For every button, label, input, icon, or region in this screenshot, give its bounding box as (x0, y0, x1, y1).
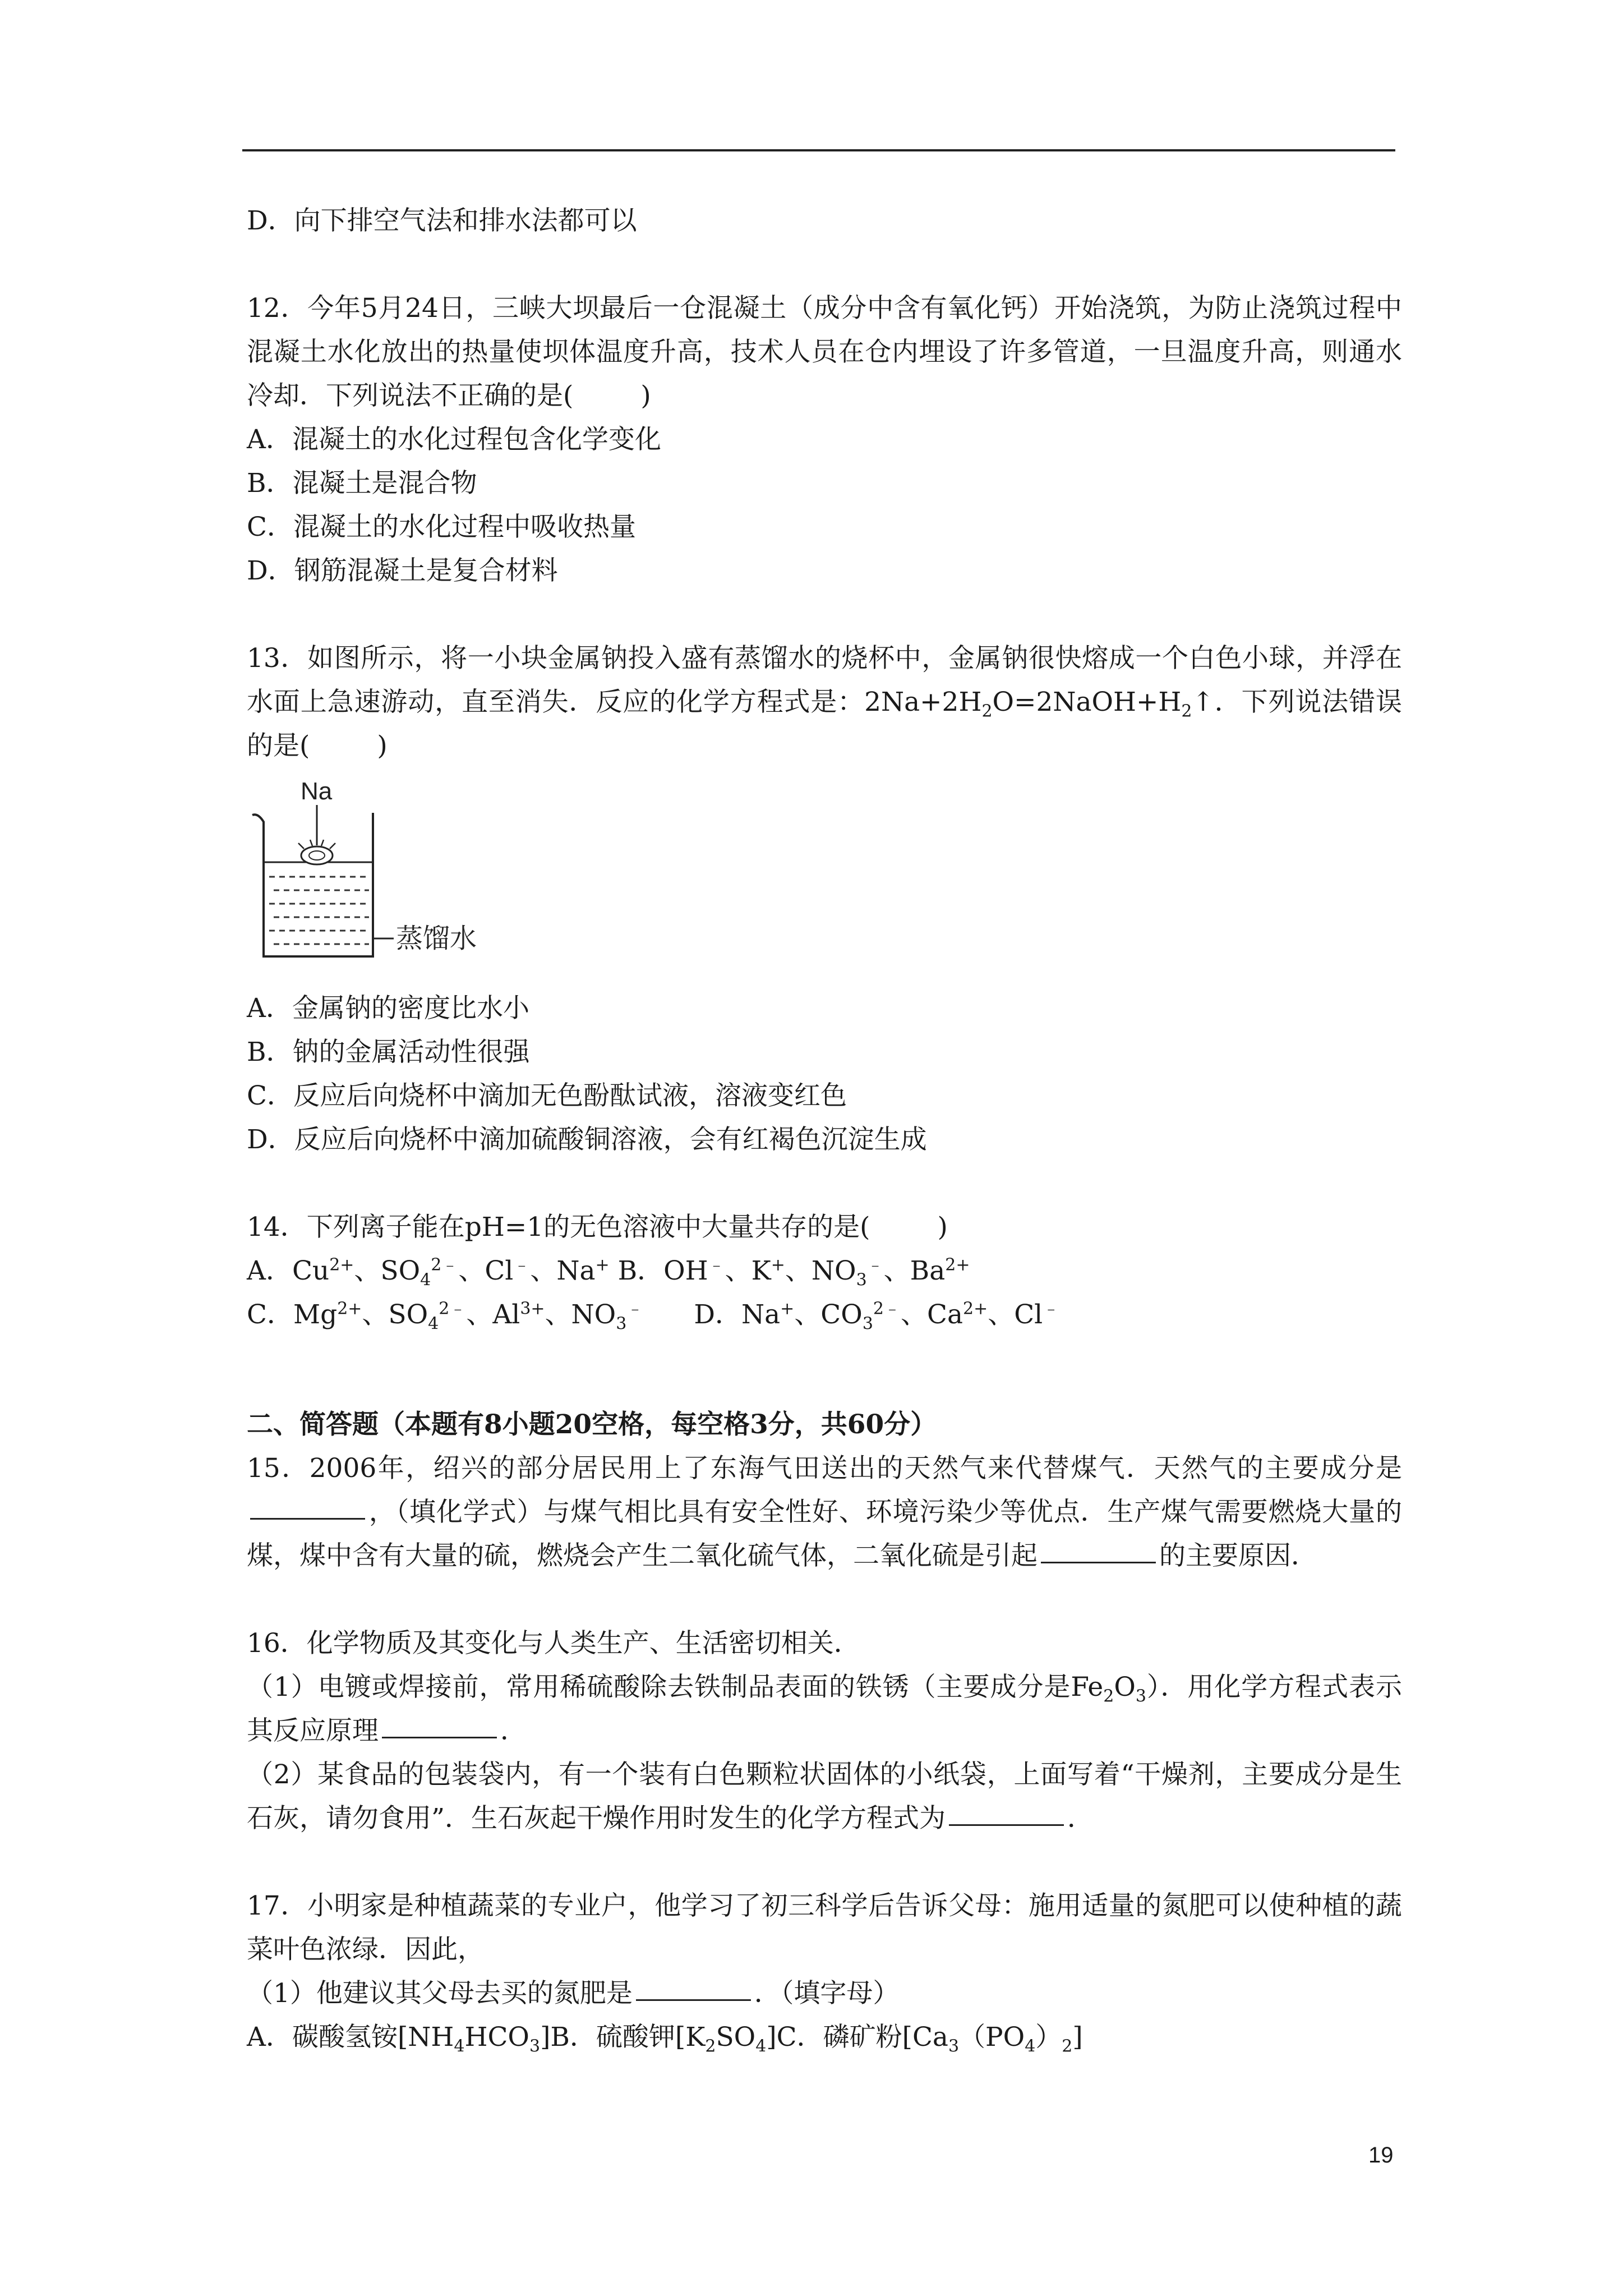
q16-part-1: （1）电镀或焊接前，常用稀硫酸除去铁制品表面的铁锈（主要成分是$Fe_2O_3$）．用化学方程式表示其反应原理 ． (247, 1672, 1402, 1746)
q16-blank-1[interactable] (382, 1737, 497, 1738)
q13-option-d: D．反应后向烧杯中滴加硫酸铜溶液，会有红褐色沉淀生成 (247, 1124, 927, 1155)
na-label: Na (301, 777, 333, 805)
q13-option-c: C．反应后向烧杯中滴加无色酚酞试液，溶液变红色 (247, 1080, 847, 1111)
q13-stem: 13．如图所示，将一小块金属钠投入盛有蒸馏水的烧杯中，金属钠很快熔成一个白色小球，并浮在水面上急速游动，直至消失．反应的化学方程式是：$2Na+2H_2O=2NaOH+H_2↑$．下列说法错误的是( ) (247, 643, 1402, 761)
header-rule (242, 149, 1395, 151)
q16-stem: 16．化学物质及其变化与人类生产、生活密切相关． (247, 1628, 860, 1659)
q17-blank-1[interactable] (636, 1999, 751, 2001)
q11-option-d: D．向下排空气法和排水法都可以 (247, 205, 637, 236)
beaker-figure (247, 771, 639, 984)
page-number: 19 (1368, 2143, 1394, 2168)
q12-option-b: B．混凝土是混合物 (247, 468, 477, 499)
beaker-diagram (247, 771, 639, 984)
q16-blank-2[interactable] (949, 1824, 1064, 1826)
q15-blank-1[interactable] (250, 1518, 365, 1520)
q12-option-c: C．混凝土的水化过程中吸收热量 (247, 512, 636, 542)
section-2-heading: 二、简答题（本题有8小题20空格，每空格3分，共60分） (247, 1409, 937, 1440)
q15-text: 15．2006年，绍兴的部分居民用上了东海气田送出的天然气来代替煤气．天然气的主要成分是，（填化学式）与煤气相比具有安全性好、环境污染少等优点．生产煤气需要燃烧大量的煤，煤中含有大量的硫，燃烧会产生二氧化硫气体，二氧化硫是引起 的主要原因． (247, 1453, 1402, 1571)
page-content (247, 199, 1402, 2059)
q17-part-1: （1）他建议其父母去买的氮肥是 ．（填字母） (247, 1978, 900, 2009)
q13-option-a: A．金属钠的密度比水小 (247, 993, 529, 1024)
q12-option-a: A．混凝土的水化过程包含化学变化 (247, 424, 661, 455)
q14-stem: 14．下列离子能在pH=1的无色溶液中大量共存的是( ) (247, 1212, 948, 1243)
q15-blank-2[interactable] (1041, 1562, 1156, 1563)
q14-options-ab: A．$Cu^{2+}$、$SO_4^{2﹣}$、Cl﹣、Na+ B．OH﹣、K+、$NO_3^﹣$、$Ba^{2+}$ (247, 1255, 970, 1290)
q17-options: A．碳酸氢铵$[NH_4HCO_3]B$．硫酸钾$[K_2SO_4]C$．磷矿粉$[Ca_3(PO_4)_2]$ (247, 2022, 1083, 2056)
q13-option-b: B．钠的金属活动性很强 (247, 1037, 530, 1068)
q12-option-d: D．钢筋混凝土是复合材料 (247, 555, 558, 586)
q17-stem: 17．小明家是种植蔬菜的专业户，他学习了初三科学后告诉父母：施用适量的氮肥可以使种植的蔬菜叶色浓绿．因此， (247, 1890, 1402, 1965)
q16-part-2: （2）某食品的包装袋内，有一个装有白色颗粒状固体的小纸袋，上面写着“干燥剂，主要成分是生石灰，请勿食用”．生石灰起干燥作用时发生的化学方程式为 ． (247, 1759, 1402, 1834)
q14-options-cd: C．$Mg^{2+}$、$SO_4^{2﹣}$、$Al^{3+}$、$NO_3^﹣$ D．Na+、$CO_3^{2﹣}$、$Ca^{2+}$、Cl﹣ (247, 1299, 1060, 1334)
water-label: 蒸馏水 (396, 923, 477, 954)
q12-stem: 12．今年5月24日，三峡大坝最后一仓混凝土（成分中含有氧化钙）开始浇筑，为防止浇筑过程中混凝土水化放出的热量使坝体温度升高，技术人员在仓内埋设了许多管道，一旦温度升高，则通水冷却．下列说法不正确的是( ) (247, 293, 1402, 411)
